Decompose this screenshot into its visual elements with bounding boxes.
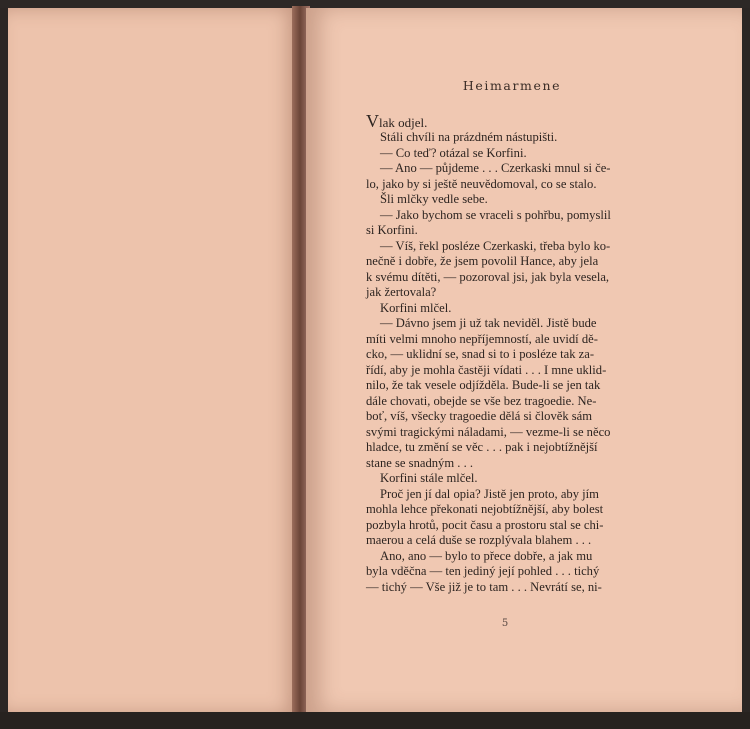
first-line-rest: lak odjel. xyxy=(379,115,428,130)
text-line: míti velmi mnoho nepříjemností, ale uvidí dě- xyxy=(366,331,598,346)
running-head: Heimarmene xyxy=(462,78,562,93)
text-line: si Korfini. xyxy=(366,223,418,237)
text-line: nečně i dobře, že jsem povolil Hance, aby jela xyxy=(366,254,599,268)
text-line: mohla lehce překonati nejobtížnější, aby bolest xyxy=(366,502,604,516)
text-line: řídí, aby je mohla častěji vídati . . . I mne uklid- xyxy=(366,362,607,377)
book-bottom-edge xyxy=(0,712,750,729)
text-line: Šli mlčky vedle sebe. xyxy=(380,192,488,206)
book-top-edge xyxy=(0,0,750,8)
text-line: — Víš, řekl posléze Czerkaski, třeba bylo ko- xyxy=(380,238,611,253)
text-line: — Ano — půjdeme . . . Czerkaski mnul si če- xyxy=(380,161,611,175)
text-line: Proč jen jí dal opia? Jistě jen proto, aby jím xyxy=(380,486,599,501)
text-line: dále chovati, obejde se vše bez tragoedie. Ne- xyxy=(366,393,597,408)
text-line: nilo, že tak vesele odjížděla. Bude-li se jen tak xyxy=(366,378,601,392)
text-line: pozbyla hrotů, pocit času a prostoru stal se chi- xyxy=(366,517,604,532)
text-line: — tichý — Vše již je to tam . . . Nevrátí se, ni- xyxy=(366,579,602,594)
right-page xyxy=(306,8,742,712)
text-line: stane se snadným . . . xyxy=(366,455,474,470)
text-line: Stáli chvíli na prázdném nástupišti. xyxy=(380,130,558,144)
text-line: — Dávno jsem ji už tak neviděl. Jistě bude xyxy=(380,316,597,330)
text-line: k svému dítěti, — pozoroval jsi, jak byla vesela, xyxy=(366,269,610,284)
text-line: Ano, ano — bylo to přece dobře, a jak mu xyxy=(380,548,593,563)
text-line: boť, víš, všecky tragoedie dělá si člověk sám xyxy=(366,409,593,423)
text-line: lo, jako by si ještě neuvědomoval, co se stalo. xyxy=(366,176,597,191)
left-page xyxy=(8,8,298,714)
text-line: jak žertovala? xyxy=(366,285,437,299)
text-line: Korfini mlčel. xyxy=(380,300,452,315)
drop-cap: V xyxy=(366,111,379,131)
body-text xyxy=(366,112,656,595)
text-line: hladce, tu změní se věc . . . pak i nejobtížnější xyxy=(366,440,598,454)
text-line: — Jako bychom se vraceli s pohřbu, pomyslil xyxy=(380,207,611,222)
text-line: — Co teď? otázal se Korfini. xyxy=(380,145,527,160)
text-line: Korfini stále mlčel. xyxy=(380,471,478,485)
text-line: cko, — uklidní se, snad si to i posléze tak za- xyxy=(366,347,595,361)
text-line: byla vděčna — ten jediný její pohled . . . tichý xyxy=(366,564,600,578)
text-line: svými tragickými náladami, — vezme-li se něco xyxy=(366,424,611,439)
page-number: 5 xyxy=(501,618,509,629)
text-line-first xyxy=(366,112,656,130)
text-line: maerou a celá duše se rozplývala blahem . . . xyxy=(366,533,592,547)
